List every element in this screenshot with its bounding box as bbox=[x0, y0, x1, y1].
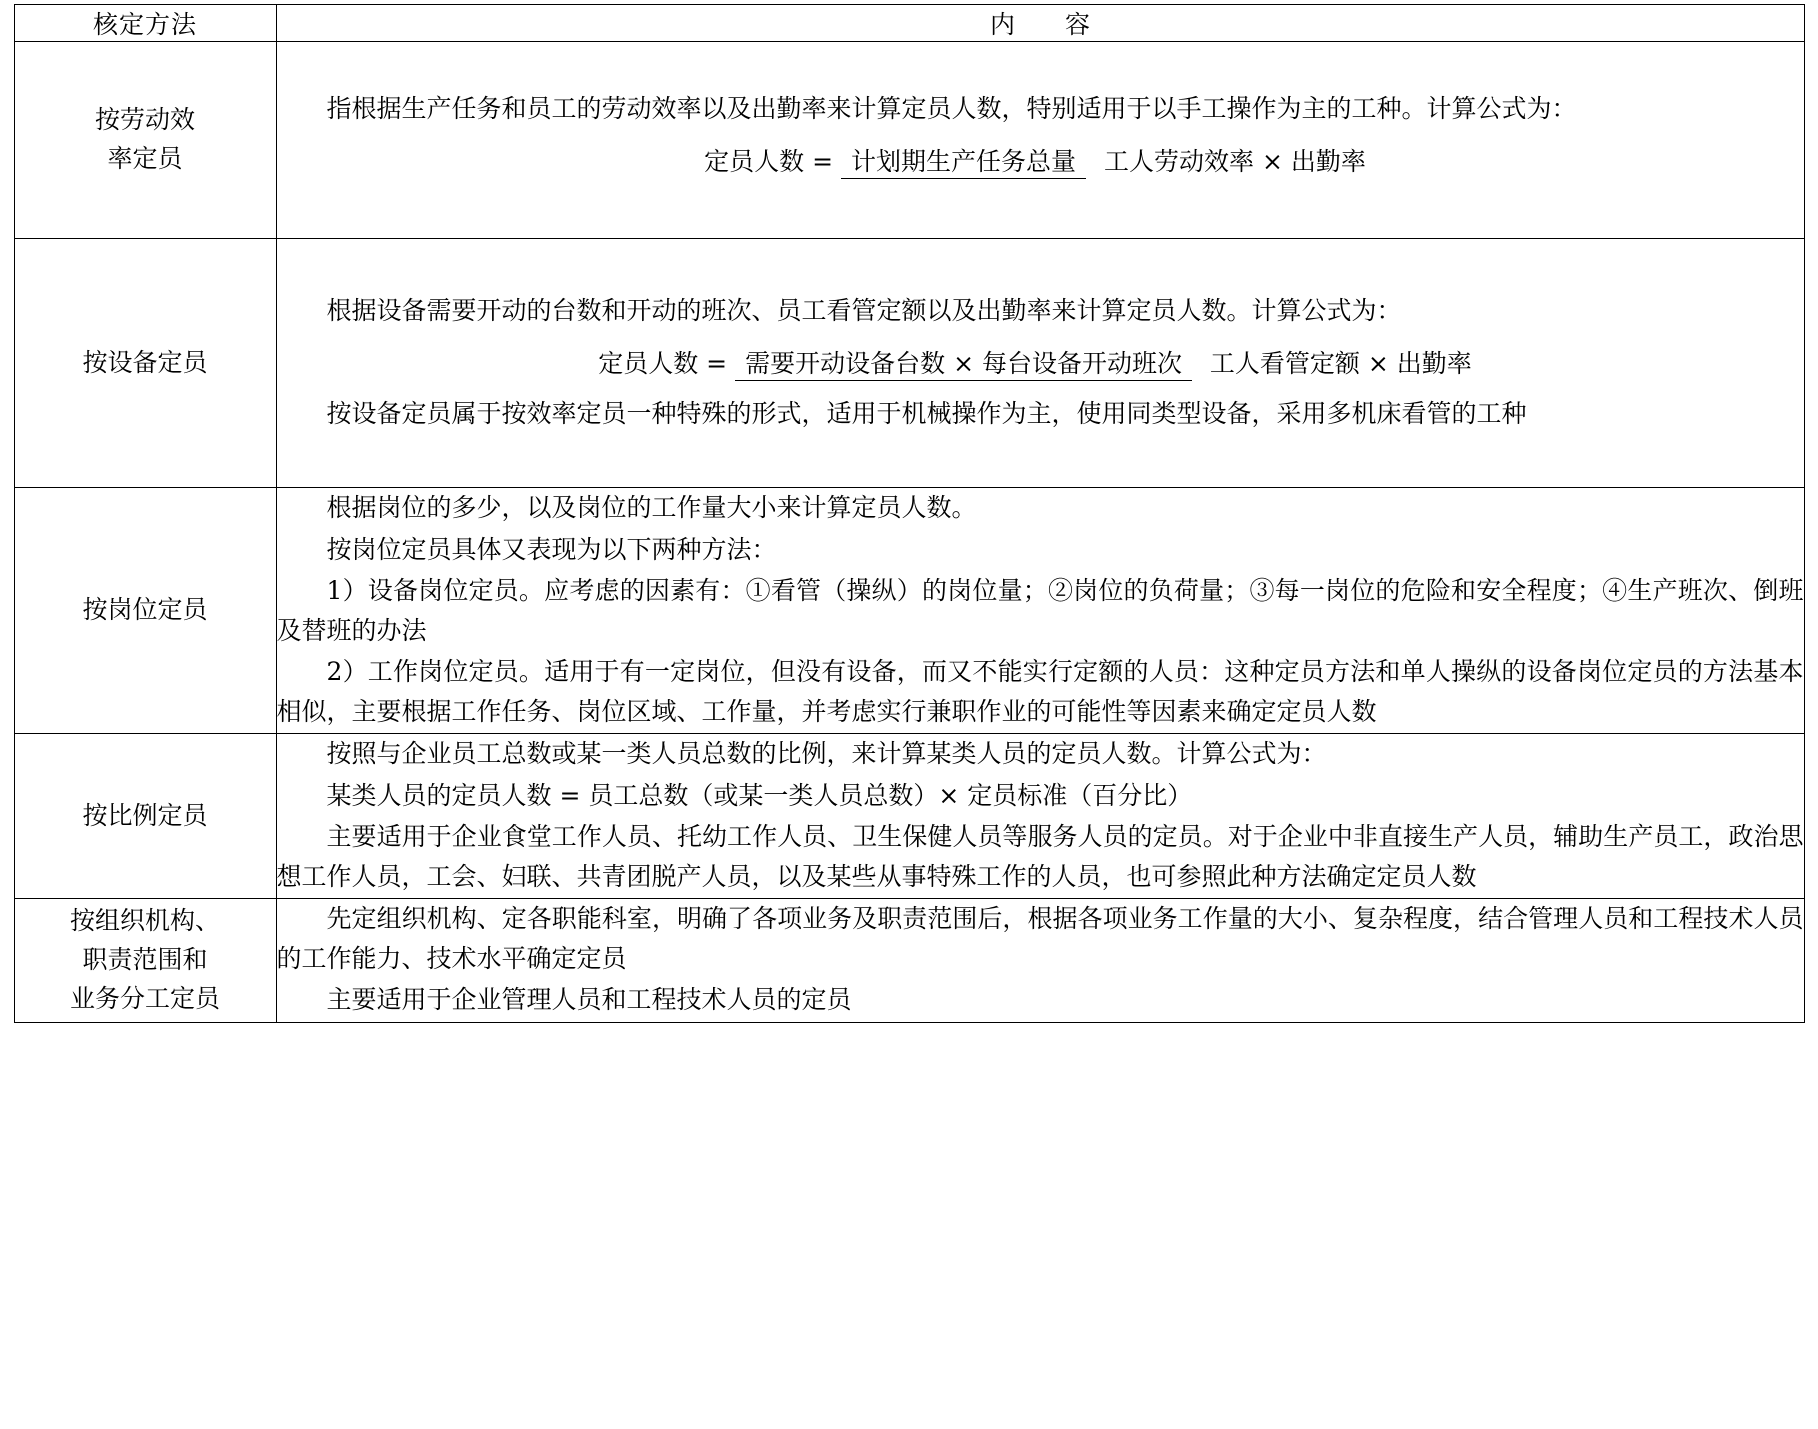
method-line: 业务分工定员 bbox=[69, 983, 220, 1013]
content-cell-organization bbox=[276, 899, 1804, 1023]
method-line: 按岗位定员 bbox=[82, 595, 208, 625]
method-line: 按组织机构、 bbox=[69, 906, 220, 936]
method-cell-equipment bbox=[14, 239, 276, 488]
content-cell-equipment bbox=[276, 239, 1804, 488]
method-line: 按劳动效 bbox=[94, 105, 195, 135]
paragraph: 按岗位定员具体又表现为以下两种方法： bbox=[326, 534, 777, 564]
paragraph: 按设备定员属于按效率定员一种特殊的形式，适用于机械操作为主，使用同类型设备，采用多机床看管的工种 bbox=[326, 398, 1527, 428]
method-line: 按比例定员 bbox=[82, 800, 208, 830]
paragraph: 按照与企业员工总数或某一类人员总数的比例，来计算某类人员的定员人数。计算公式为： bbox=[326, 739, 1327, 768]
method-cell-position bbox=[14, 488, 276, 734]
formula-numerator: 需要开动设备台数 × 每台设备开动班次 bbox=[735, 349, 1192, 381]
method-line: 率定员 bbox=[107, 144, 183, 173]
table-header-row bbox=[14, 5, 1804, 42]
formula-denominator: 工人劳动效率 × 出勤率 bbox=[1104, 147, 1366, 176]
content-cell-efficiency bbox=[276, 42, 1804, 239]
formula-efficiency bbox=[277, 142, 1804, 182]
table-row bbox=[14, 899, 1804, 1023]
paragraph: 某类人员的定员人数 = 员工总数（或某一类人员总数）× 定员标准（百分比） bbox=[326, 780, 1193, 810]
table-row bbox=[14, 239, 1804, 488]
header-cell-method: 核定方法 bbox=[14, 5, 276, 42]
paragraph: 先定组织机构、定各职能科室，明确了各项业务及职责范围后，根据各项业务工作量的大小、复杂程度，结合管理人员和工程技术人员的工作能力、技术水平确定定员 bbox=[276, 904, 1804, 973]
header-cell-content: 内 容 bbox=[276, 5, 1804, 42]
paragraph: 主要适用于企业管理人员和工程技术人员的定员 bbox=[326, 985, 852, 1014]
formula-lhs: 定员人数 = bbox=[704, 147, 834, 176]
formula-fraction bbox=[735, 344, 1482, 384]
formula-equipment bbox=[277, 344, 1804, 384]
content-cell-position bbox=[276, 488, 1804, 734]
formula-lhs: 定员人数 = bbox=[598, 349, 728, 379]
paragraph: 根据设备需要开动的台数和开动的班次、员工看管定额以及出勤率来计算定员人数。计算公式为： bbox=[326, 295, 1402, 325]
method-line: 职责范围和 bbox=[82, 944, 208, 974]
formula-numerator: 计划期生产任务总量 bbox=[841, 147, 1086, 179]
paragraph: 1）设备岗位定员。应考虑的因素有：①看管（操纵）的岗位量；②岗位的负荷量；③每一岗位的危险和安全程度；④生产班次、倒班及替班的办法 bbox=[276, 576, 1804, 645]
paragraph: 主要适用于企业食堂工作人员、托幼工作人员、卫生保健人员等服务人员的定员。对于企业中非直接生产人员，辅助生产员工，政治思想工作人员，工会、妇联、共青团脱产人员，以及某些从事特殊工作的人员，也可参照此种方法确定定员人数 bbox=[276, 822, 1804, 891]
paragraph: 指根据生产任务和员工的劳动效率以及出勤率来计算定员人数，特别适用于以手工操作为主的工种。计算公式为： bbox=[326, 93, 1577, 123]
table-row bbox=[14, 42, 1804, 239]
method-cell-efficiency bbox=[14, 42, 276, 239]
paragraph: 根据岗位的多少，以及岗位的工作量大小来计算定员人数。 bbox=[326, 493, 977, 522]
method-line: 按设备定员 bbox=[82, 347, 208, 377]
formula-fraction bbox=[841, 142, 1376, 182]
table-row bbox=[14, 734, 1804, 899]
paragraph: 2）工作岗位定员。适用于有一定岗位，但没有设备，而又不能实行定额的人员：这种定员方法和单人操纵的设备岗位定员的方法基本相似，主要根据工作任务、岗位区域、工作量，并考虑实行兼职作业的可能性等因素来确定定员人数 bbox=[276, 657, 1804, 726]
staffing-methods-table bbox=[14, 4, 1805, 1023]
table-row bbox=[14, 488, 1804, 734]
method-cell-organization bbox=[14, 899, 276, 1023]
content-cell-proportion bbox=[276, 734, 1804, 899]
method-cell-proportion bbox=[14, 734, 276, 899]
formula-denominator: 工人看管定额 × 出勤率 bbox=[1209, 349, 1472, 379]
